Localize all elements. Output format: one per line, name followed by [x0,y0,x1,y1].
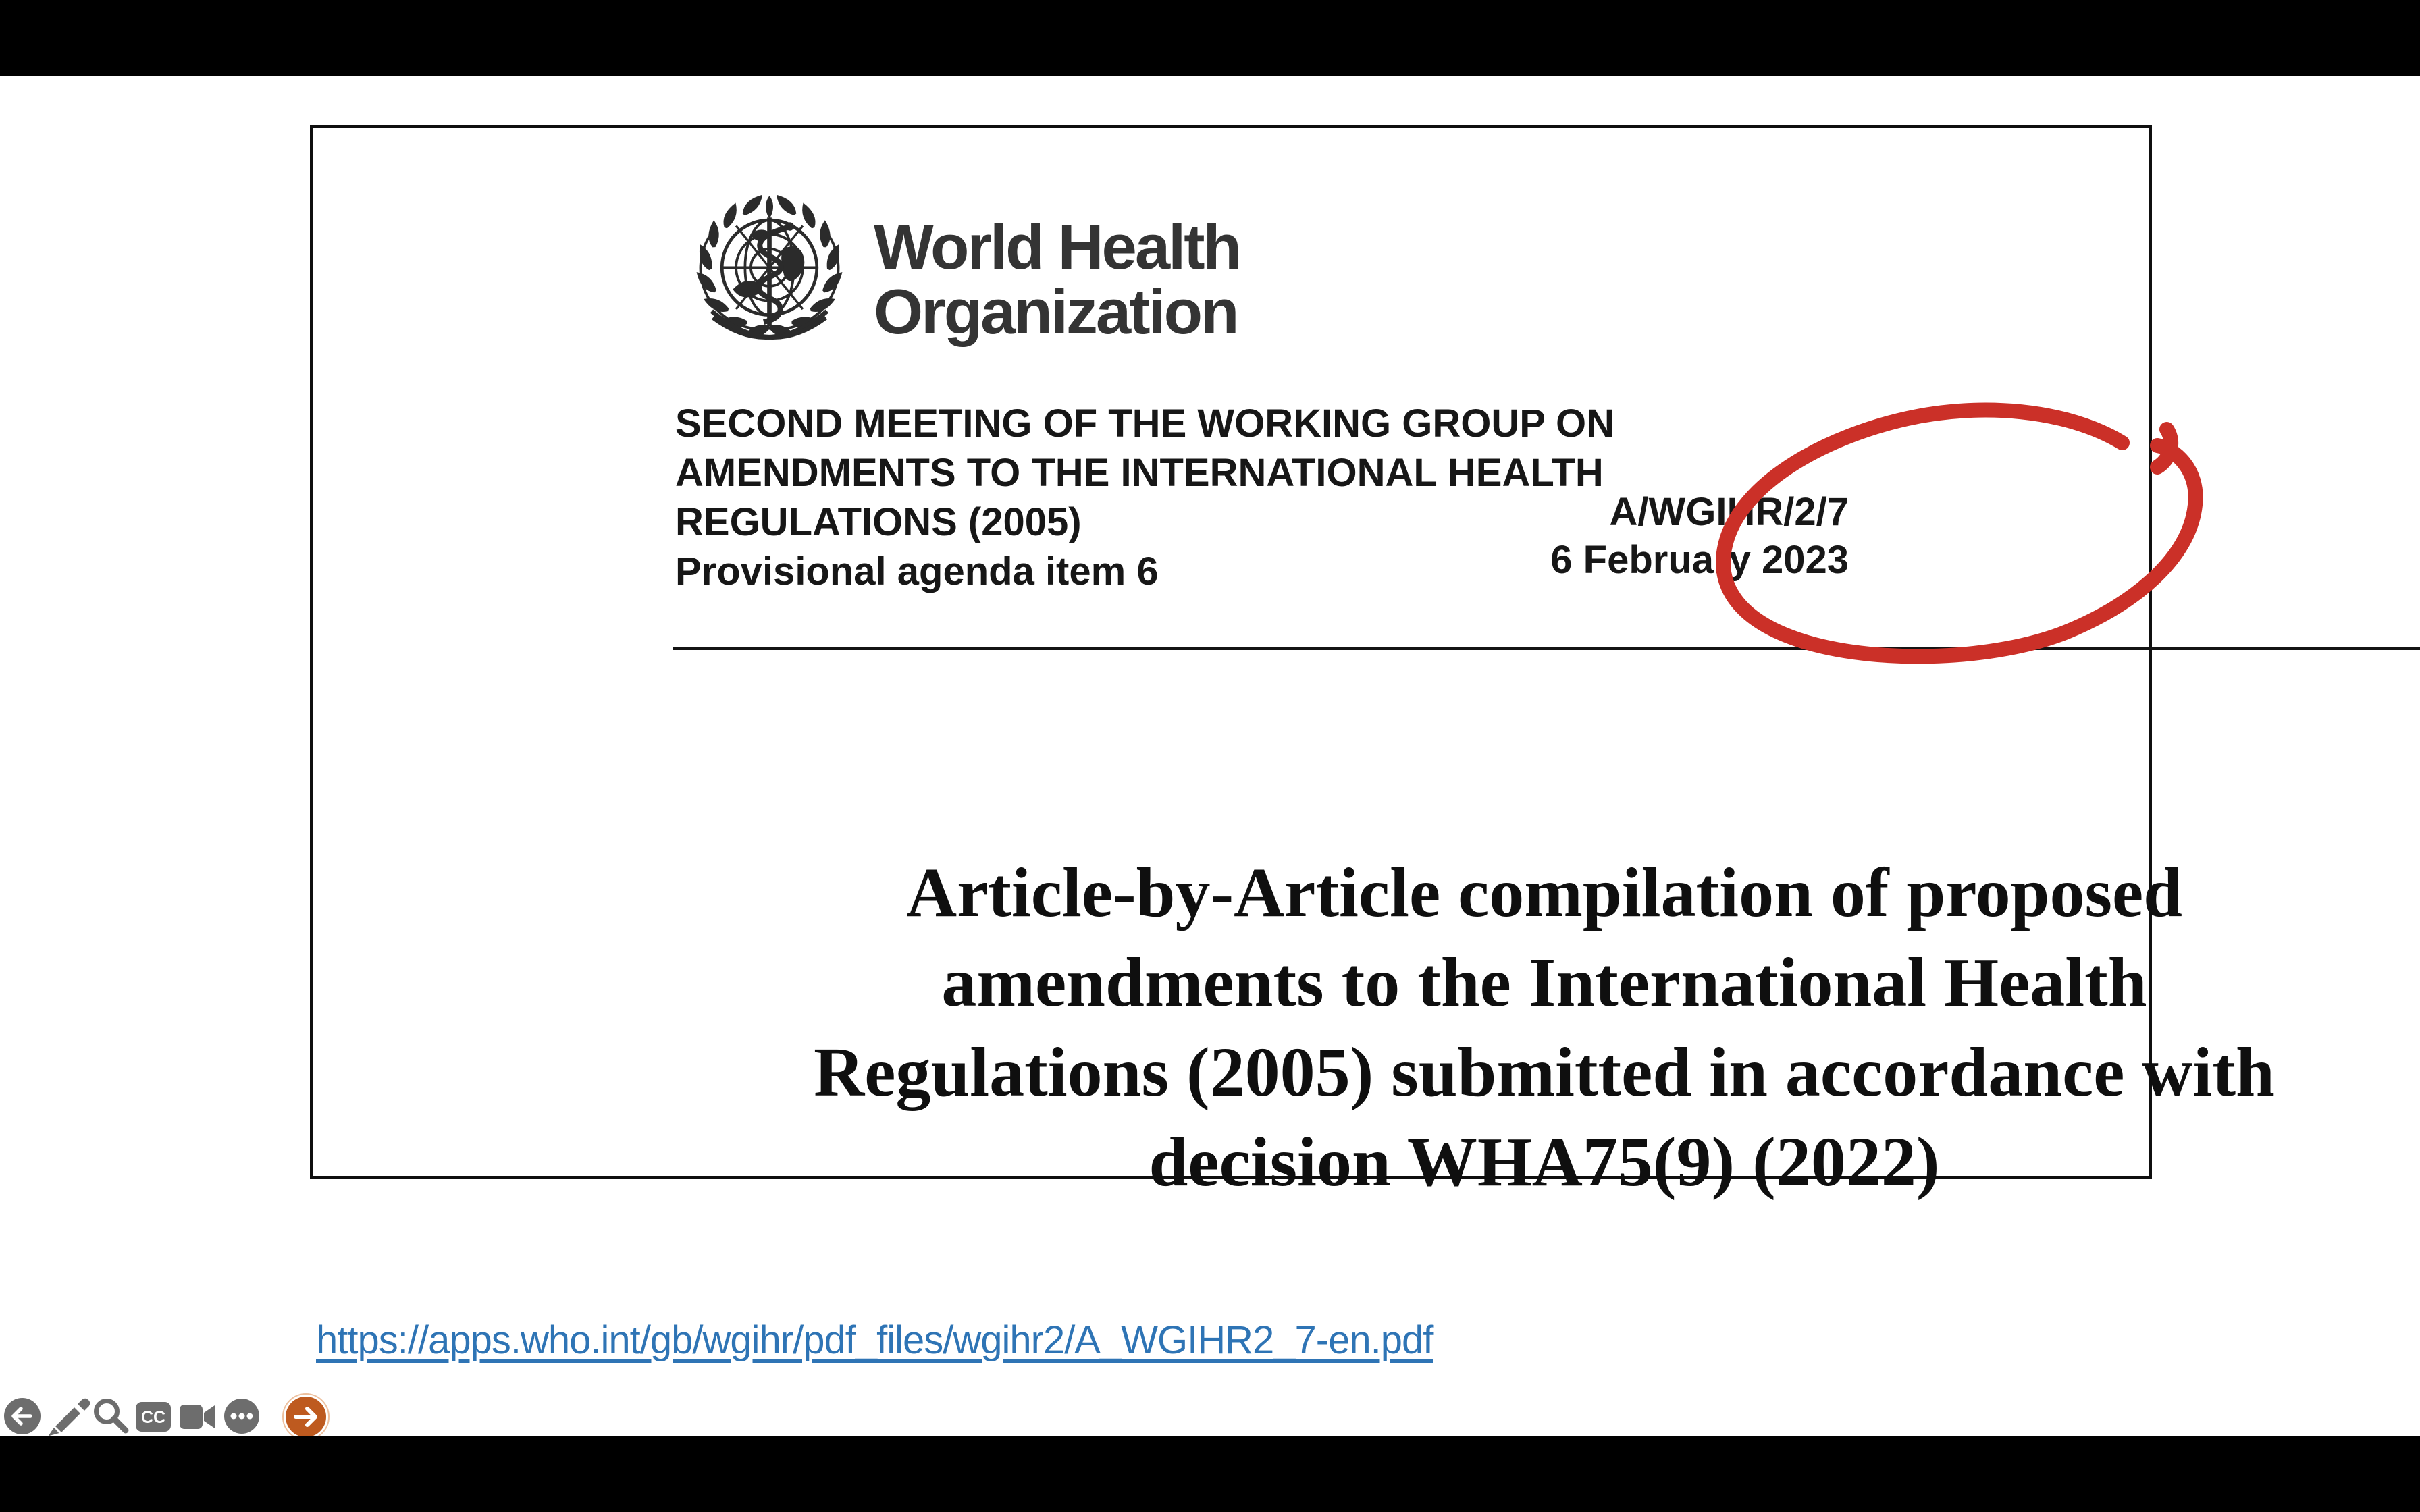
slideshow-toolbar [0,1385,351,1439]
closed-captions-icon [135,1401,172,1432]
who-logo-wordmark [874,211,1240,347]
slide-canvas [0,76,2420,1436]
who-name-line2: Organization [874,276,1238,347]
pen-tool-button[interactable] [39,1389,92,1442]
more-options-button[interactable] [223,1397,261,1435]
document-reference-number: A/WGIHR/2/7 [1609,490,1849,534]
meeting-heading-line: REGULATIONS (2005) [675,500,1082,544]
pdf-link[interactable]: https://apps.who.int/gb/wgihr/pdf_files/wgihr2/A_WGIHR2_7-en.pdf [316,1318,1433,1362]
magnifier-button[interactable] [90,1396,131,1436]
camera-button[interactable] [178,1401,217,1432]
cc-label: CC [140,1408,166,1427]
document-title [616,848,2420,1207]
previous-arrow-icon [3,1397,42,1436]
document-title-line: amendments to the International Health [941,944,2147,1021]
who-name-line1: World Health [874,211,1240,282]
letterbox-top [0,0,2420,76]
document-title-line: Regulations (2005) submitted in accordance with [814,1033,2275,1111]
next-arrow-icon [281,1392,331,1442]
meeting-heading-line: Provisional agenda item 6 [675,549,1159,593]
next-slide-button[interactable] [281,1392,331,1442]
document-title-line: decision WHA75(9) (2022) [1149,1123,1940,1201]
camera-icon [178,1401,217,1432]
previous-slide-button[interactable] [3,1397,42,1436]
letterbox-bottom [0,1436,2420,1512]
document-title-line: Article-by-Article compilation of proposed [906,854,2182,932]
pen-icon [39,1389,92,1442]
meeting-heading-line: SECOND MEETING OF THE WORKING GROUP ON [675,402,1614,446]
ellipsis-icon [223,1397,261,1435]
red-annotation-circle [1685,392,2225,675]
who-emblem-icon [673,192,866,365]
closed-captions-button[interactable] [135,1401,172,1432]
meeting-heading [675,399,1614,596]
document-date: 6 February 2023 [1550,538,1849,582]
magnifier-icon [90,1396,131,1436]
meeting-heading-line: AMENDMENTS TO THE INTERNATIONAL HEALTH [675,451,1604,495]
